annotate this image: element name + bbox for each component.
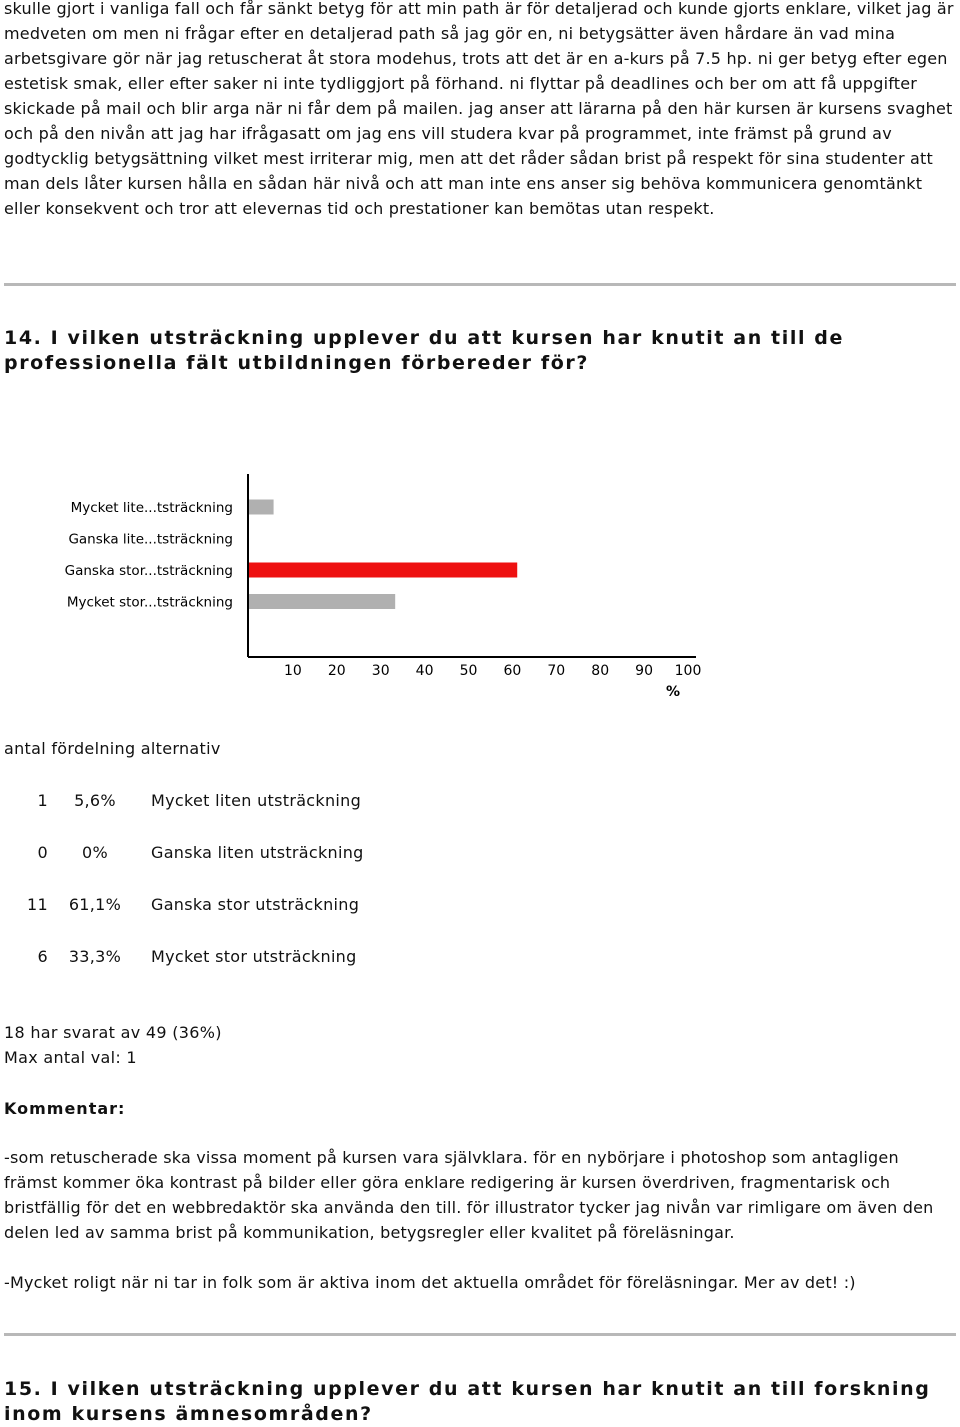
x-tick-label: 80: [591, 663, 610, 679]
x-tick-label: 100: [674, 663, 702, 679]
max-choices: Max antal val: 1: [4, 1048, 137, 1067]
x-axis-label: %: [665, 684, 681, 700]
comments-label: Kommentar:: [4, 1099, 126, 1118]
question-14-title: 14. I vilken utsträckning upplever du att kursen har knutit an till de professionella fält utbildningen förbereder för?: [4, 327, 844, 374]
x-tick-label: 90: [635, 663, 654, 679]
section-divider: [4, 1333, 956, 1336]
x-tick-label: 30: [371, 663, 390, 679]
x-tick-label: 40: [415, 663, 434, 679]
bar: [249, 500, 274, 515]
alternative-cell: Ganska liten utsträckning: [151, 843, 364, 862]
percent-cell: 0%: [82, 843, 108, 862]
bar: [249, 563, 517, 578]
category-label: Mycket lite...tsträckning: [70, 500, 233, 516]
question-15-title: 15. I vilken utsträckning upplever du att kursen har knutit an till forskning inom kursens ämnesområden?: [4, 1378, 931, 1425]
comment-text: -som retuscherade ska vissa moment på kursen vara självklara. för en nybörjare i photoshop som antagligen främst kommer öka kontrast på bilder eller göra enklare redigering är kursen överdriven, fragmentarisk och bristfällig för det en webbredaktör ska använda den till. för illustrator tycker jag nivån var rimligare om även den delen led av samma brist på kommunikation, betygsregler eller kvalitet på föreläsningar.: [4, 1148, 934, 1242]
percent-cell: 33,3%: [68, 947, 122, 966]
count-cell: 1: [37, 791, 48, 810]
category-label: Ganska lite...tsträckning: [68, 531, 233, 548]
section-divider: [4, 283, 956, 286]
category-label: Mycket stor...tsträckning: [66, 594, 233, 611]
alternative-cell: Mycket stor utsträckning: [151, 947, 357, 966]
x-tick-label: 50: [459, 663, 478, 679]
count-cell: 6: [37, 947, 48, 966]
x-tick-label: 60: [503, 663, 522, 679]
table-header: antal fördelning alternativ: [4, 739, 221, 758]
count-cell: 0: [37, 843, 48, 862]
question-14-bar-chart: [0, 460, 720, 710]
answered-summary: 18 har svarat av 49 (36%): [4, 1023, 222, 1042]
x-tick-label: 20: [327, 663, 346, 679]
alternative-cell: Mycket liten utsträckning: [151, 791, 362, 810]
bar: [249, 594, 395, 609]
alternative-cell: Ganska stor utsträckning: [151, 895, 360, 914]
percent-cell: 61,1%: [68, 895, 122, 914]
previous-comment-text: skulle gjort i vanliga fall och får sänkt betyg för att min path är för detaljerad och kunde gjorts enklare, vilket jag är medveten om men ni frågar efter en detaljerad path så jag gör en, ni betygsätter även hårdare än vad mina arbetsgivare gör när jag retuscherat åt stora modehus, trots att det är en a-kurs på 7.5 hp. ni ger betyg efter egen estetisk smak, eller efter saker ni inte tydliggjort på förhand. ni flyttar på deadlines och ber om att få uppgifter skickade på mail och blir arga när ni får dem på mailen. jag anser att lärarna på den här kursen är kursens svaghet och på den nivån att jag har ifrågasatt om jag ens vill studera kvar på programmet, inte främst på grund av godtycklig betygsättning vilket mest irriterar mig, men att det råder sådan brist på respekt för sina studenter att man dels låter kursen hålla en sådan här nivå och att man inte ens anser sig behöva kommunicera genomtänkt eller konsekvent och tror att elevernas tid och prestationer kan bemötas utan respekt.: [4, 0, 954, 218]
comment-text: -Mycket roligt när ni tar in folk som är aktiva inom det aktuella området för föreläsningar. Mer av det! :): [4, 1273, 856, 1292]
x-tick-label: 70: [547, 663, 566, 679]
x-tick-label: 10: [283, 663, 302, 679]
count-cell: 11: [27, 895, 48, 914]
percent-cell: 5,6%: [74, 791, 116, 810]
category-label: Ganska stor...tsträckning: [64, 563, 233, 579]
